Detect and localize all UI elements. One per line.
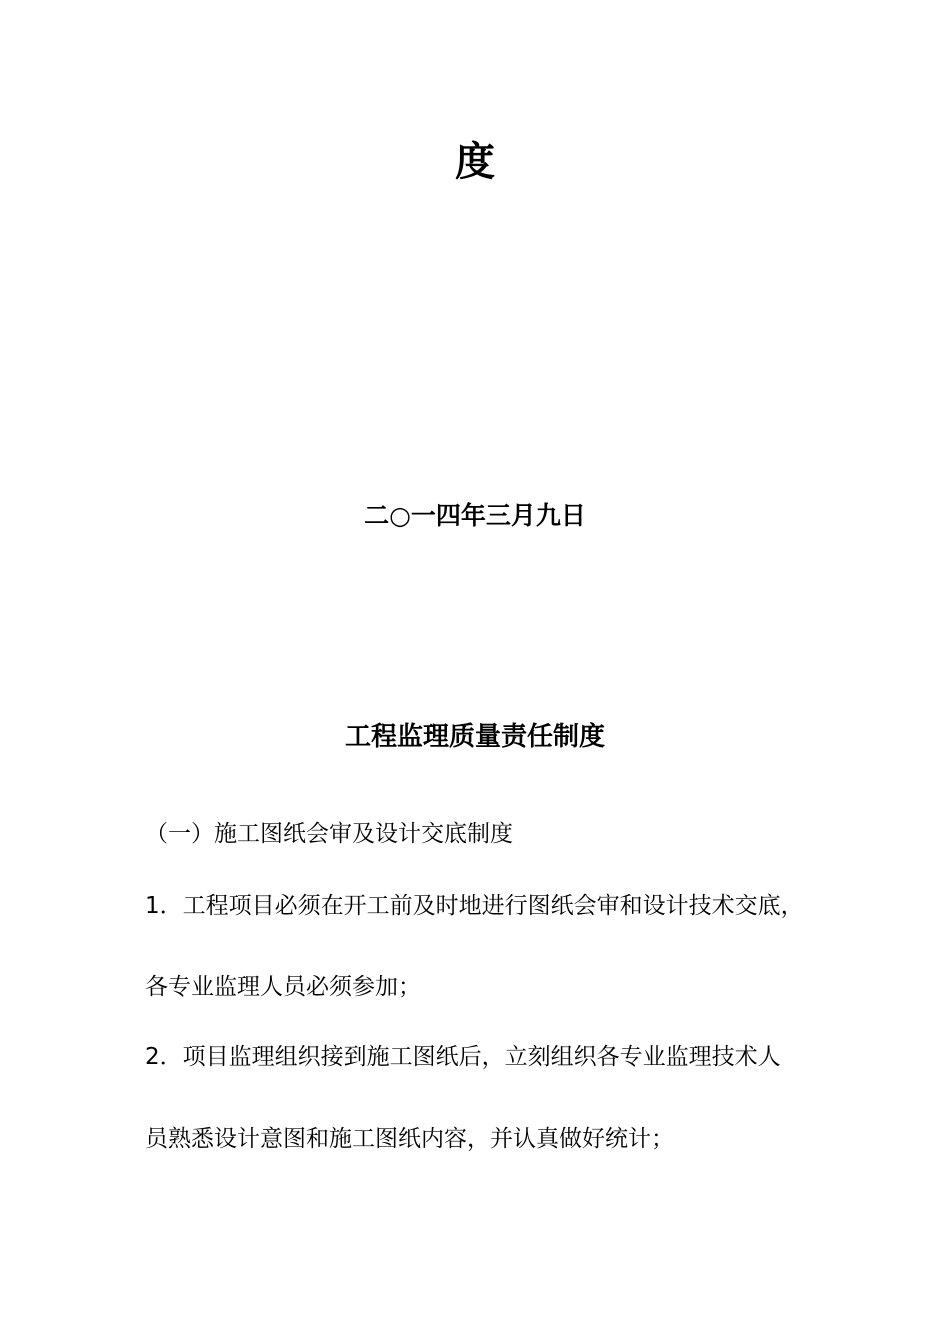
cover-title-tail: 度 (455, 139, 495, 185)
document-heading: 工程监理质量责任制度 (344, 722, 605, 752)
item-2-line-2: 员熟悉设计意图和施工图纸内容，并认真做好统计； (145, 1126, 674, 1152)
item-1-line-1: 1．工程项目必须在开工前及时地进行图纸会审和设计技术交底， (145, 893, 804, 919)
cover-date: 二○一四年三月九日 (364, 501, 586, 530)
item-2-line-1: 2．项目监理组织接到施工图纸后，立刻组织各专业监理技术人 (145, 1044, 781, 1070)
section-title: （一）施工图纸会审及设计交底制度 (145, 821, 513, 847)
item-1-line-2: 各专业监理人员必须参加； (145, 974, 421, 1000)
